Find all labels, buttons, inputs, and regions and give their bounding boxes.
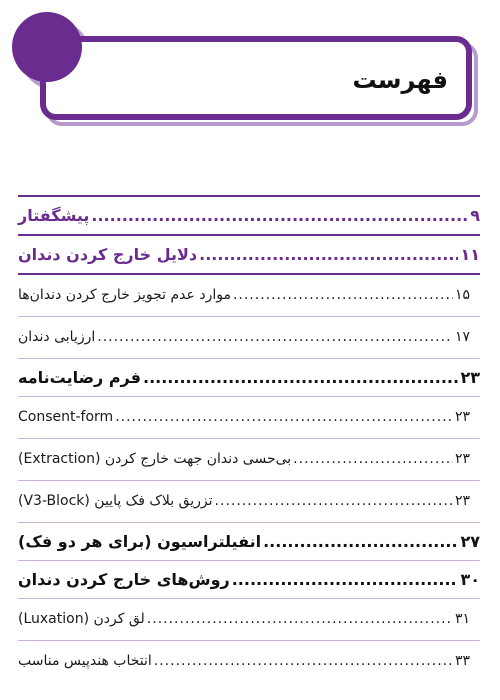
toc-leader-dots [147, 599, 453, 640]
toc-entry-page: ۲۳ [454, 493, 470, 509]
toc-entry-label: لق کردن (Luxation) [18, 611, 145, 627]
toc-leader-dots [199, 236, 458, 273]
toc-entry[interactable] [18, 481, 480, 522]
toc-entry-label: پیشگفتار [18, 206, 90, 225]
toc-leader-dots [232, 561, 459, 598]
toc-entry[interactable] [18, 359, 480, 396]
toc-entry[interactable] [18, 641, 480, 682]
toc-entry-page: ۹ [470, 206, 480, 225]
header-banner [40, 36, 476, 124]
toc-entry-page: ۳۳ [454, 653, 470, 669]
banner-circle [12, 12, 82, 82]
toc-entry-label: انتخاب هندپیس مناسب [18, 653, 152, 669]
toc-entry-label: تزریق بلاک فک پایین (V3-Block) [18, 493, 213, 509]
toc-entry-label: موارد عدم تجویز خارج کردن دندان‌ها [18, 287, 231, 303]
toc-entry-page: ۳۰ [460, 570, 480, 589]
toc-leader-dots [263, 523, 458, 560]
toc-entry[interactable] [18, 439, 480, 480]
toc-leader-dots [215, 481, 453, 522]
page-title: فهرست [352, 66, 448, 94]
toc-entry[interactable] [18, 561, 480, 598]
toc-leader-dots [293, 439, 453, 480]
toc-leader-dots [143, 359, 458, 396]
toc-entry[interactable] [18, 317, 480, 358]
toc-leader-dots [91, 197, 468, 234]
toc-entry-page: ۱۵ [454, 287, 470, 303]
toc-entry-label: بی‌حسی دندان جهت خارج کردن (Extraction) [18, 451, 292, 467]
toc-entry-page: ۱۷ [454, 329, 470, 345]
toc-entry[interactable] [18, 236, 480, 273]
toc-entry-label: انفیلتراسیون (برای هر دو فک) [18, 532, 262, 551]
toc-entry-page: ۱۱ [460, 245, 480, 264]
toc-entry-page: ۲۳ [454, 451, 470, 467]
toc-entry[interactable] [18, 275, 480, 316]
toc-entry-page: ۲۷ [460, 532, 480, 551]
toc-entry-label: Consent-form [18, 409, 114, 425]
toc-leader-dots [233, 275, 453, 316]
toc-entry[interactable] [18, 197, 480, 234]
toc-entry-label: دلایل خارج کردن دندان [18, 245, 198, 264]
toc-entry-page: ۲۳ [454, 409, 470, 425]
toc-leader-dots [115, 397, 453, 438]
table-of-contents [18, 195, 480, 682]
toc-entry-page: ۲۳ [460, 368, 480, 387]
toc-leader-dots [154, 641, 453, 682]
toc-entry-label: ارزیابی دندان [18, 329, 96, 345]
toc-entry-label: روش‌های خارج کردن دندان [18, 570, 230, 589]
toc-entry[interactable] [18, 397, 480, 438]
toc-entry[interactable] [18, 599, 480, 640]
toc-leader-dots [97, 317, 453, 358]
toc-entry[interactable] [18, 523, 480, 560]
toc-entry-page: ۳۱ [454, 611, 470, 627]
toc-entry-label: فرم رضایت‌نامه [18, 368, 141, 387]
